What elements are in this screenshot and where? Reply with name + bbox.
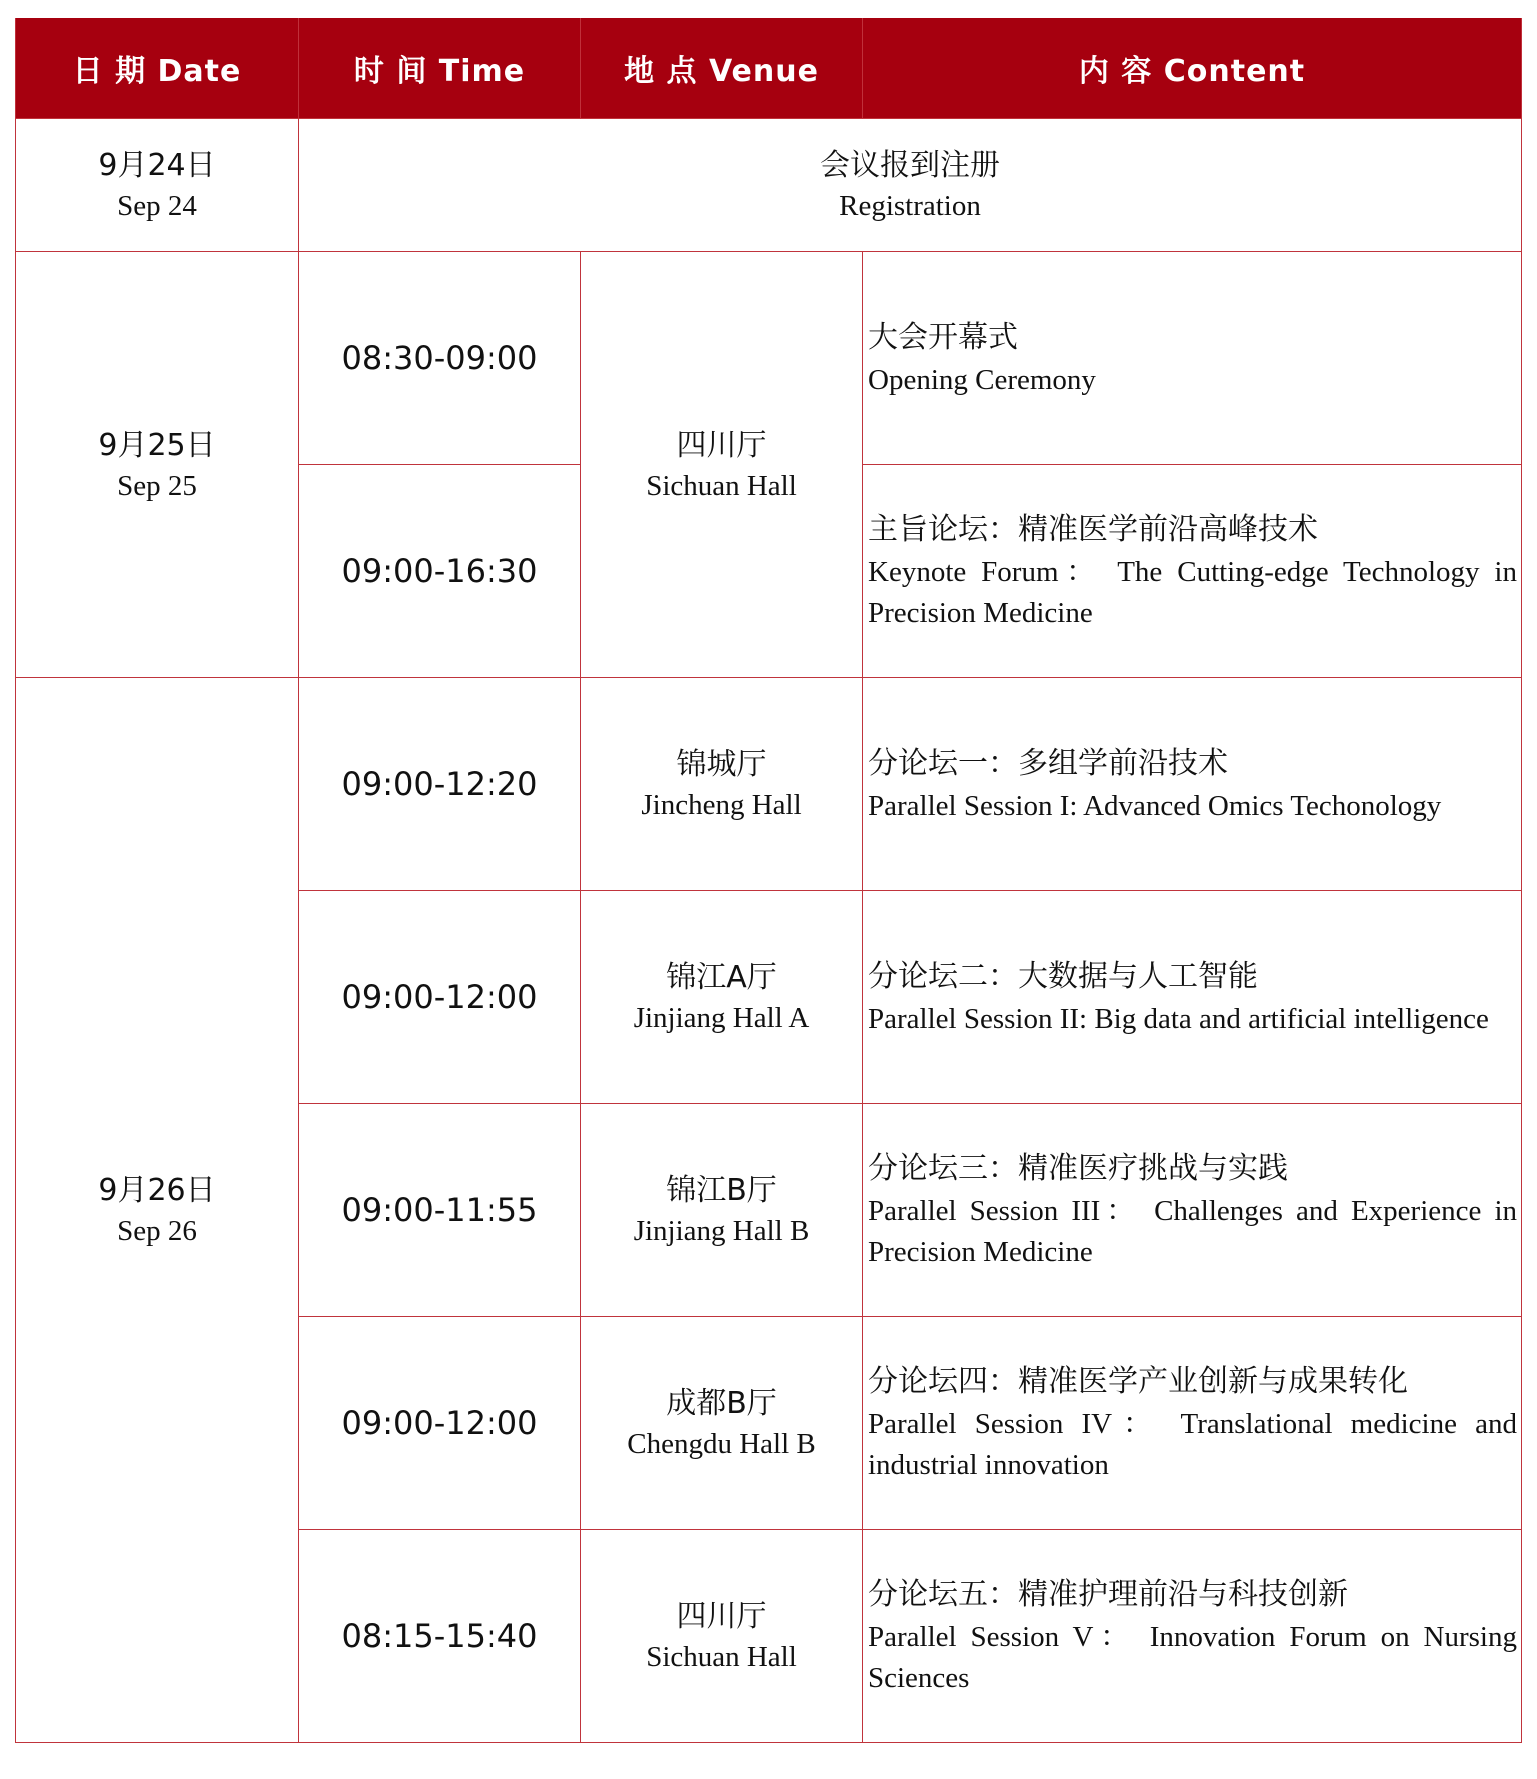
registration-zh: 会议报到注册	[820, 148, 1000, 183]
venue-cell	[581, 1530, 863, 1743]
date-en: Sep 26	[117, 1215, 197, 1247]
registration-en: Registration	[839, 190, 981, 222]
time-cell: 09:00-11:55	[299, 1104, 581, 1317]
time-cell: 09:00-12:00	[299, 891, 581, 1104]
table-row	[16, 119, 1522, 252]
venue-en: Chengdu Hall B	[627, 1428, 816, 1460]
session-title-en: Parallel Session III： Challenges and Experience in Precision Medicine	[868, 1195, 1517, 1268]
venue-zh: 锦江A厅	[666, 960, 777, 995]
content-cell	[863, 1104, 1522, 1317]
session-title-en: Parallel Session II: Big data and artificial intelligence	[868, 1002, 1489, 1035]
date-cell	[16, 678, 299, 1743]
date-en: Sep 25	[117, 469, 197, 502]
session-title-en: Keynote Forum： The Cutting-edge Technology in Precision Medicine	[868, 556, 1517, 629]
date-zh: 9月26日	[98, 1173, 216, 1208]
content-cell	[863, 1317, 1522, 1530]
header-date: 日 期 Date	[16, 18, 299, 119]
schedule-table	[15, 18, 1522, 1743]
date-cell	[16, 119, 299, 252]
venue-cell	[581, 891, 863, 1104]
venue-cell	[581, 1104, 863, 1317]
venue-cell	[581, 678, 863, 891]
venue-en: Jinjiang Hall B	[633, 1215, 810, 1247]
session-title-zh: 分论坛一：多组学前沿技术	[868, 745, 1228, 781]
table-row	[16, 678, 1522, 891]
time-cell: 09:00-12:20	[299, 678, 581, 891]
session-title-zh: 分论坛五：精准护理前沿与科技创新	[868, 1577, 1348, 1612]
venue-zh: 锦城厅	[676, 747, 767, 782]
content-cell	[863, 465, 1522, 678]
registration-cell	[299, 119, 1522, 252]
date-zh: 9月24日	[98, 148, 216, 183]
session-title-zh: 大会开幕式	[868, 319, 1018, 355]
header-content: 内 容 Content	[863, 18, 1522, 119]
venue-zh: 四川厅	[676, 427, 767, 463]
date-en: Sep 24	[117, 190, 197, 222]
session-title-zh: 分论坛三：精准医疗挑战与实践	[868, 1151, 1288, 1186]
session-title-en: Parallel Session V： Innovation Forum on Nursing Sciences	[868, 1621, 1517, 1694]
venue-cell	[581, 1317, 863, 1530]
content-cell	[863, 678, 1522, 891]
session-title-zh: 主旨论坛：精准医学前沿高峰技术	[868, 512, 1318, 547]
table-row	[16, 252, 1522, 465]
venue-en: Sichuan Hall	[646, 1641, 797, 1673]
venue-en: Jinjiang Hall A	[633, 1002, 810, 1034]
header-venue: 地 点 Venue	[581, 18, 863, 119]
venue-zh: 成都B厅	[666, 1386, 777, 1421]
session-title-en: Parallel Session IV： Translational medicine and industrial innovation	[868, 1408, 1517, 1481]
time-cell: 08:30-09:00	[299, 252, 581, 465]
content-cell	[863, 1530, 1522, 1743]
session-title-zh: 分论坛二：大数据与人工智能	[868, 958, 1258, 994]
venue-en: Sichuan Hall	[646, 469, 797, 502]
header-row	[16, 18, 1522, 119]
session-title-zh: 分论坛四：精准医学产业创新与成果转化	[868, 1364, 1408, 1399]
content-cell	[863, 252, 1522, 465]
time-cell: 08:15-15:40	[299, 1530, 581, 1743]
venue-zh: 四川厅	[676, 1599, 767, 1634]
session-title-en: Opening Ceremony	[868, 363, 1096, 396]
session-title-en: Parallel Session I: Advanced Omics Techonology	[868, 789, 1442, 822]
venue-en: Jincheng Hall	[641, 789, 802, 821]
header-time: 时 间 Time	[299, 18, 581, 119]
time-cell: 09:00-12:00	[299, 1317, 581, 1530]
time-cell: 09:00-16:30	[299, 465, 581, 678]
date-zh: 9月25日	[98, 427, 216, 463]
date-cell	[16, 252, 299, 678]
venue-zh: 锦江B厅	[666, 1173, 777, 1208]
content-cell	[863, 891, 1522, 1104]
venue-cell	[581, 252, 863, 678]
